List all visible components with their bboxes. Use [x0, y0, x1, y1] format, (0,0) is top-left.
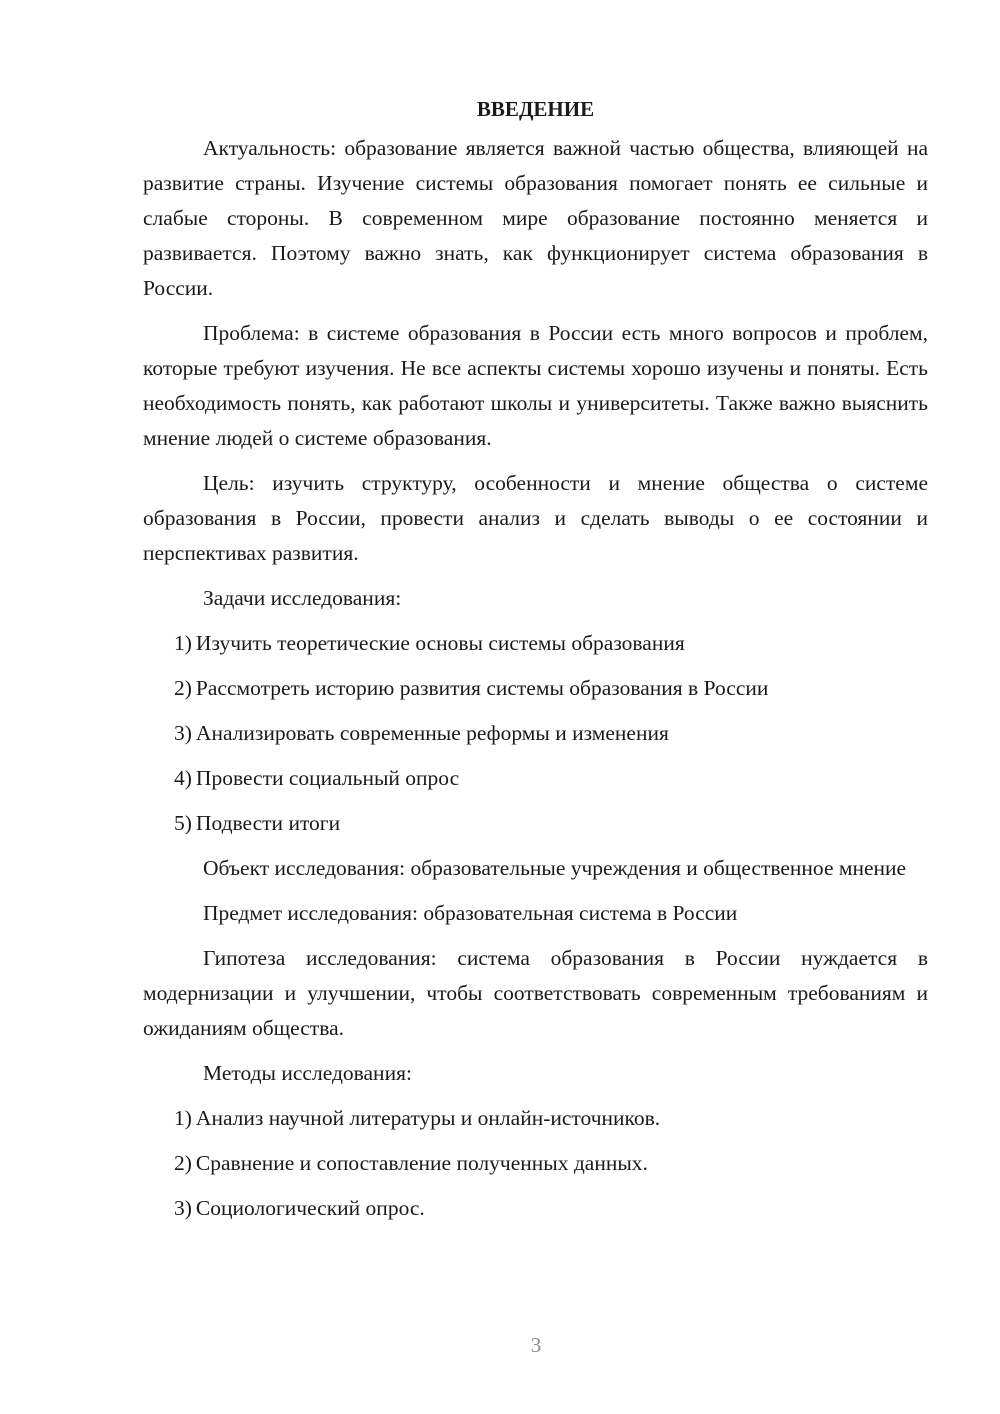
page-title: ВВЕДЕНИЕ	[476, 97, 595, 121]
list-item-text: Рассмотреть историю развития системы образования в России	[195, 676, 769, 700]
list-item-text: Социологический опрос.	[195, 1196, 425, 1220]
subject-paragraph: Предмет исследования: образовательная система в России	[203, 901, 738, 925]
document-page	[143, 92, 928, 1236]
list-item-number: 3)	[174, 721, 192, 745]
list-item-text: Анализ научной литературы и онлайн-источников.	[195, 1106, 661, 1130]
list-item	[143, 1101, 928, 1136]
list-item-number: 4)	[174, 766, 192, 790]
list-item-number: 2)	[174, 676, 192, 700]
methods-list	[143, 1101, 928, 1226]
list-item-text: Анализировать современные реформы и изменения	[195, 721, 669, 745]
list-item	[143, 716, 928, 751]
list-item	[143, 806, 928, 841]
tasks-list	[143, 626, 928, 841]
list-item-text: Провести социальный опрос	[195, 766, 460, 790]
list-item	[143, 1191, 928, 1226]
object-paragraph: Объект исследования: образовательные учреждения и общественное мнение	[203, 856, 907, 880]
list-item-number: 3)	[174, 1196, 192, 1220]
list-item-text: Сравнение и сопоставление полученных данных.	[195, 1151, 648, 1175]
methods-heading: Методы исследования:	[203, 1061, 412, 1085]
list-item	[143, 671, 928, 706]
list-item	[143, 761, 928, 796]
list-item-number: 1)	[174, 1106, 192, 1130]
hypothesis-paragraph: Гипотеза исследования: система образования в России нуждается в модернизации и улучшении, чтобы соответствовать современным требованиям и ожиданиям общества.	[143, 946, 928, 1040]
problem-paragraph: Проблема: в системе образования в России есть много вопросов и проблем, которые требуют изучения. Не все аспекты системы хорошо изучены и поняты. Есть необходимость понять, как работают школы и университеты. Также важно выяснить мнение людей о системе образования.	[143, 321, 928, 450]
list-item-number: 5)	[174, 811, 192, 835]
list-item-number: 1)	[174, 631, 192, 655]
list-item-number: 2)	[174, 1151, 192, 1175]
list-item	[143, 626, 928, 661]
page-number: 3	[530, 1333, 542, 1357]
goal-paragraph: Цель: изучить структуру, особенности и мнение общества о системе образования в России, провести анализ и сделать выводы о ее состоянии и перспективах развития.	[143, 471, 928, 565]
list-item-text: Изучить теоретические основы системы образования	[195, 631, 685, 655]
tasks-heading: Задачи исследования:	[203, 586, 402, 610]
relevance-paragraph: Актуальность: образование является важной частью общества, влияющей на развитие страны. Изучение системы образования помогает понять ее сильные и слабые стороны. В современном мире образование постоянно меняется и развивается. Поэтому важно знать, как функционирует система образования в России.	[143, 136, 928, 300]
list-item-text: Подвести итоги	[195, 811, 341, 835]
list-item	[143, 1146, 928, 1181]
